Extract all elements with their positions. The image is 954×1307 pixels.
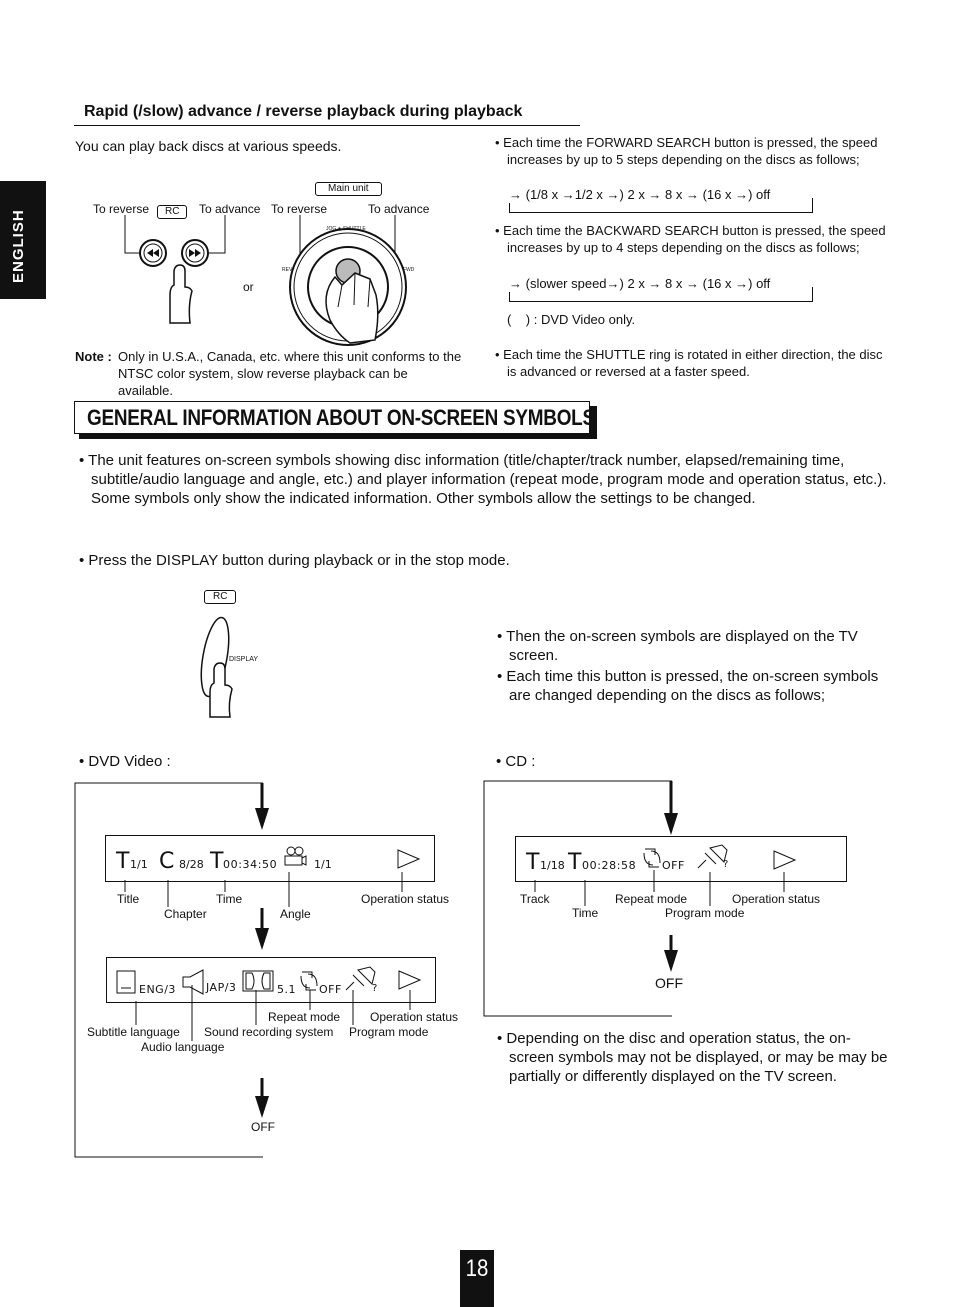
dvd-off-label: OFF — [251, 1120, 275, 1134]
dvd-label-audio: Audio language — [141, 1040, 225, 1054]
cd-track-number: 1/18 — [540, 859, 565, 872]
dvd-title-number: 1/1 — [130, 858, 148, 871]
page-number-box — [460, 1250, 494, 1307]
forward-seq: → (1/8 x →1/2 x →) 2 x → 8 x → (16 x →) off — [509, 187, 771, 202]
cd-time-value: 00:28:58 — [582, 859, 637, 872]
rapid-intro: You can play back discs at various speeds. — [75, 138, 342, 154]
each-text: • Each time this button is pressed, the on-screen symbols are changed depending on the discs as follows; — [497, 667, 889, 705]
dvd-label-repeat: Repeat mode — [268, 1010, 341, 1024]
section-title: GENERAL INFORMATION ABOUT ON-SCREEN SYMBOLS — [87, 405, 595, 430]
cd-label-time: Time — [572, 906, 599, 920]
dvd-label-subtitle: Subtitle language — [87, 1025, 180, 1039]
dvd-label-time: Time — [216, 892, 243, 906]
dvd-label-chapter: Chapter — [164, 907, 207, 921]
backward-seq: → (slower speed→) 2 x → 8 x → (16 x →) off — [509, 276, 771, 291]
dvd-only-note: ( ) : DVD Video only. — [507, 312, 636, 327]
backward-search-text: • Each time the BACKWARD SEARCH button is pressed, the speed increases by up to 4 steps depending on the discs as follows; — [495, 222, 892, 256]
to-reverse-label-1: To reverse — [93, 202, 150, 216]
to-advance-label-1: To advance — [199, 202, 261, 216]
cd-track-big: T — [526, 850, 540, 875]
to-advance-label-2: To advance — [368, 202, 430, 216]
rev-label: REV — [282, 267, 293, 273]
forward-search-text: • Each time the FORWARD SEARCH button is pressed, the speed increases by up to 5 steps depending on the discs as follows; — [495, 134, 892, 168]
dvd-angle-value: 1/1 — [314, 858, 332, 871]
rc-label-2: RC — [204, 590, 236, 604]
dvd-sound-value: 5.1 — [277, 983, 296, 996]
dvd-title-big: T — [116, 849, 130, 874]
dvd-label-sound: Sound recording system — [204, 1025, 334, 1039]
dvd-label-angle: Angle — [280, 907, 311, 921]
rapid-heading: Rapid (/slow) advance / reverse playback during playback — [84, 103, 523, 120]
dvd-label-operation: Operation status — [361, 892, 450, 906]
cd-label-operation: Operation status — [732, 892, 821, 906]
then-text: • Then the on-screen symbols are displayed on the TV screen. — [497, 627, 889, 665]
cd-time-big: T — [568, 850, 582, 875]
dvd-video-label: • DVD Video : — [79, 752, 171, 771]
note-text: Only in U.S.A., Canada, etc. where this unit conforms to the NTSC color system, slow reverse playback can be available. — [118, 349, 462, 398]
dvd-subtitle-value: ENG/3 — [139, 983, 176, 996]
dvd-label-program: Program mode — [349, 1025, 429, 1039]
to-reverse-label-2: To reverse — [271, 202, 328, 216]
main-unit-label: Main unit — [315, 182, 382, 196]
note-label: Note : — [75, 349, 112, 364]
cd-program-value: ? — [723, 859, 729, 870]
display-label: DISPLAY — [229, 656, 259, 663]
language-tab-label: ENGLISH — [10, 209, 27, 283]
cd-label: • CD : — [496, 752, 535, 771]
dvd-label-operation-2: Operation status — [370, 1010, 459, 1024]
cd-repeat-value: OFF — [662, 859, 685, 872]
or-label: or — [243, 280, 254, 294]
dvd-repeat-value: OFF — [319, 983, 342, 996]
dvd-chapter-big: C — [159, 849, 175, 874]
dvd-audio-value: JAP/3 — [206, 981, 237, 994]
rc-label-1: RC — [157, 205, 187, 219]
cd-label-track: Track — [520, 892, 550, 906]
general-bullet-1: • The unit features on-screen symbols showing disc information (title/chapter/track number, elapsed/remaining time, subtitle/audio language and angle, etc.) and player information (repeat mode, program mode and operation status, etc.). Some symbols only show the indicated information. Other symbols allow the settings to be changed. — [79, 451, 891, 508]
depending-text: • Depending on the disc and operation status, the on-screen symbols may not be displayed, or may be may be partially or differently displayed on the TV screen. — [497, 1029, 889, 1086]
dvd-chapter-number: 8/28 — [179, 858, 204, 871]
shuttle-text: • Each time the SHUTTLE ring is rotated in either direction, the disc is advanced or reversed at a faster speed. — [495, 346, 892, 380]
general-bullet-2: • Press the DISPLAY button during playback or in the stop mode. — [79, 551, 891, 570]
jog-shuttle-label: JOG ◈ SHUTTLE — [326, 226, 366, 232]
dvd-time-value: 00:34:50 — [223, 858, 278, 871]
dvd-program-value: ? — [372, 983, 378, 994]
cd-label-program: Program mode — [665, 906, 745, 920]
cd-label-repeat: Repeat mode — [615, 892, 688, 906]
cd-off-label: OFF — [655, 975, 683, 991]
page-number: 18 — [465, 1255, 489, 1282]
fwd-label: FWD — [403, 267, 415, 273]
dvd-label-title: Title — [117, 892, 140, 906]
dvd-time-big: T — [210, 849, 224, 874]
